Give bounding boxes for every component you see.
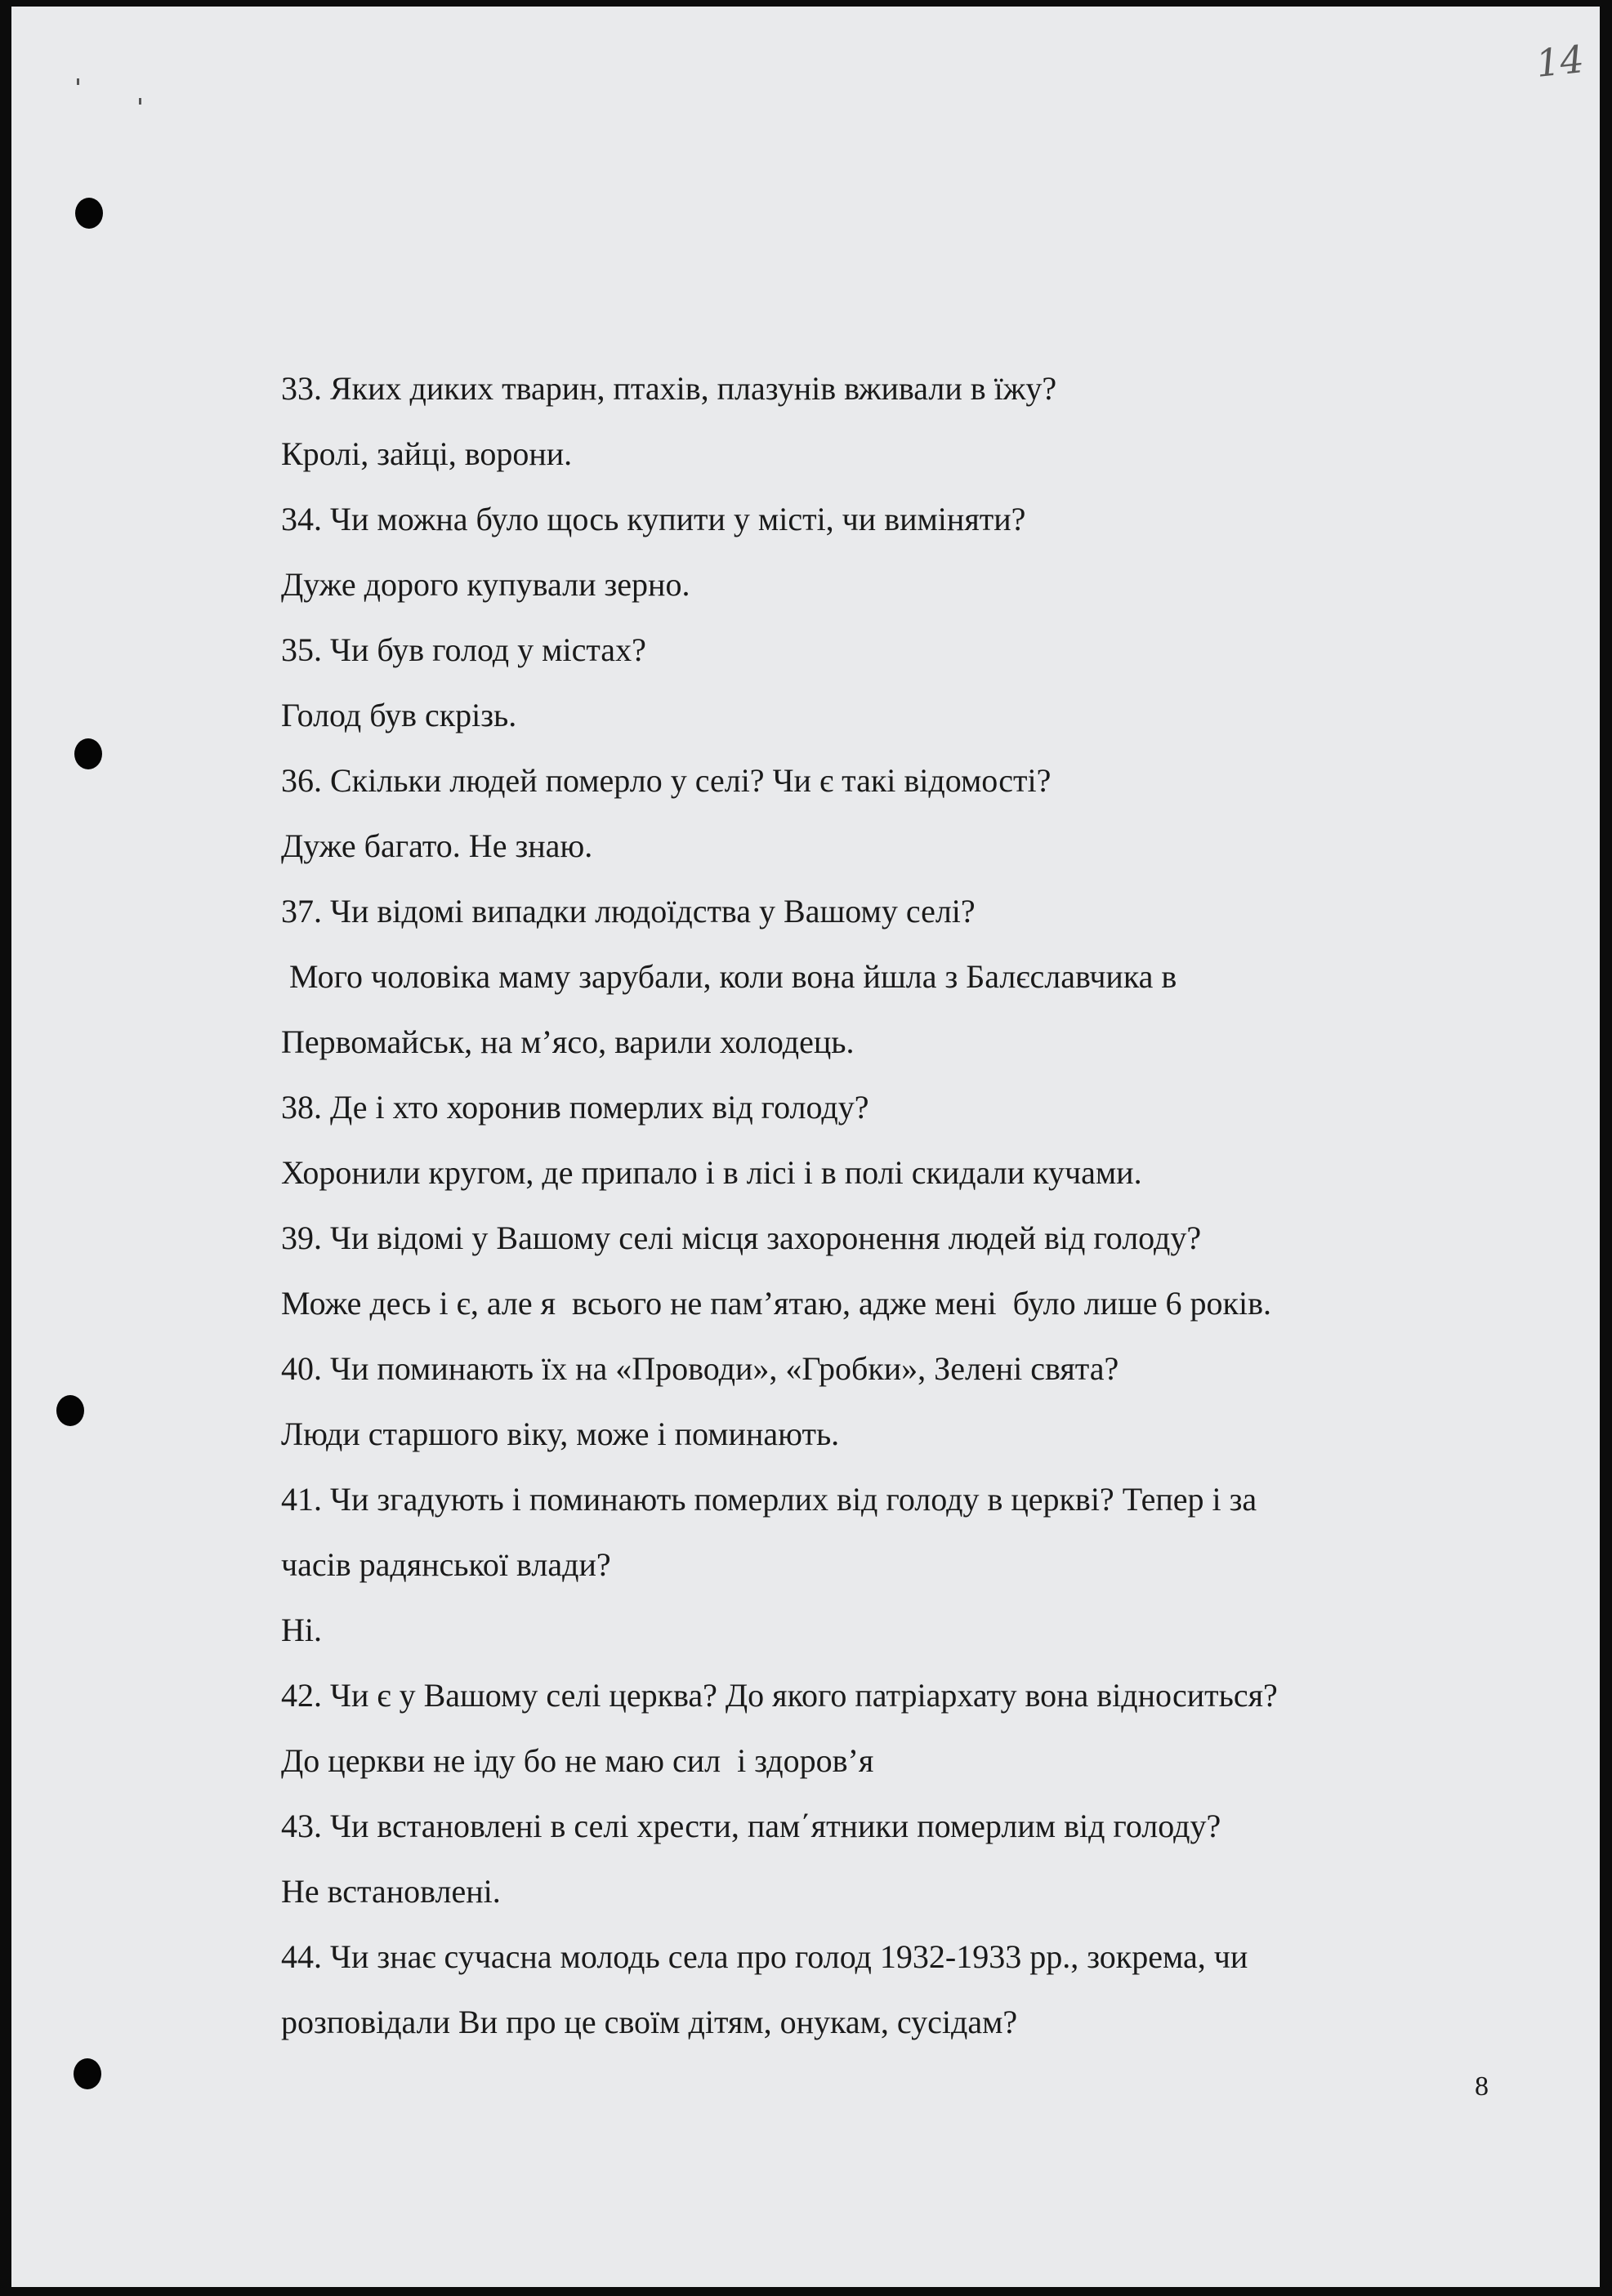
punch-hole: [75, 198, 103, 229]
text-line: Ні.: [281, 1612, 322, 1648]
text-line: Люди старшого віку, може і поминають.: [281, 1415, 840, 1452]
punch-hole: [74, 738, 102, 769]
scan-speck: [77, 78, 79, 85]
text-line: 38. Де і хто хоронив померлих від голоду?: [281, 1089, 869, 1126]
text-line: Мого чоловіка маму зарубали, коли вона йшла з Балєславчика в: [281, 958, 1177, 995]
text-line: Первомайськ, на м’ясо, варили холодець.: [281, 1023, 855, 1060]
text-line: розповідали Ви про це своїм дітям, онукам, сусідам?: [281, 2004, 1018, 2040]
text-line: 37. Чи відомі випадки людоїдства у Вашому селі?: [281, 893, 976, 930]
text-line: Дуже дорого купували зерно.: [281, 566, 690, 603]
text-line: Голод був скрізь.: [281, 697, 517, 733]
page-number: 8: [1475, 2071, 1489, 2102]
questionnaire-text: [281, 356, 1490, 2055]
text-line: 33. Яких диких тварин, птахів, плазунів вживали в їжу?: [281, 370, 1057, 407]
text-line: 44. Чи знає сучасна молодь села про голод 1932-1933 рр., зокрема, чи: [281, 1938, 1248, 1975]
document-page: [11, 7, 1600, 2287]
text-line: 39. Чи відомі у Вашому селі місця захоронення людей від голоду?: [281, 1219, 1202, 1256]
text-line: часів радянської влади?: [281, 1546, 611, 1583]
text-line: 35. Чи був голод у містах?: [281, 631, 646, 668]
text-line: 42. Чи є у Вашому селі церква? До якого патріархату вона відноситься?: [281, 1677, 1278, 1714]
text-line: До церкви не іду бо не маю сил і здоров’я: [281, 1742, 874, 1779]
text-line: Хоронили кругом, де припало і в лісі і в полі скидали кучами.: [281, 1154, 1142, 1191]
text-line: Може десь і є, але я всього не пам’ятаю, адже мені було лише 6 років.: [281, 1285, 1271, 1322]
scan-speck: [139, 98, 141, 105]
text-line: Кролі, зайці, ворони.: [281, 435, 573, 472]
text-line: 43. Чи встановлені в селі хрести, пам΄ятники померлим від голоду?: [281, 1808, 1221, 1844]
text-line: 40. Чи поминають їх на «Проводи», «Гробки», Зелені свята?: [281, 1350, 1119, 1387]
text-line: 34. Чи можна було щось купити у місті, чи виміняти?: [281, 501, 1026, 537]
text-line: 36. Скільки людей померло у селі? Чи є такі відомості?: [281, 762, 1052, 799]
punch-hole: [56, 1395, 84, 1426]
text-line: 41. Чи згадують і поминають померлих від голоду в церкві? Тепер і за: [281, 1481, 1257, 1518]
text-line: Дуже багато. Не знаю.: [281, 827, 593, 864]
handwritten-page-number: 14: [1534, 37, 1587, 86]
punch-hole: [74, 2058, 101, 2089]
text-line: Не встановлені.: [281, 1873, 501, 1910]
